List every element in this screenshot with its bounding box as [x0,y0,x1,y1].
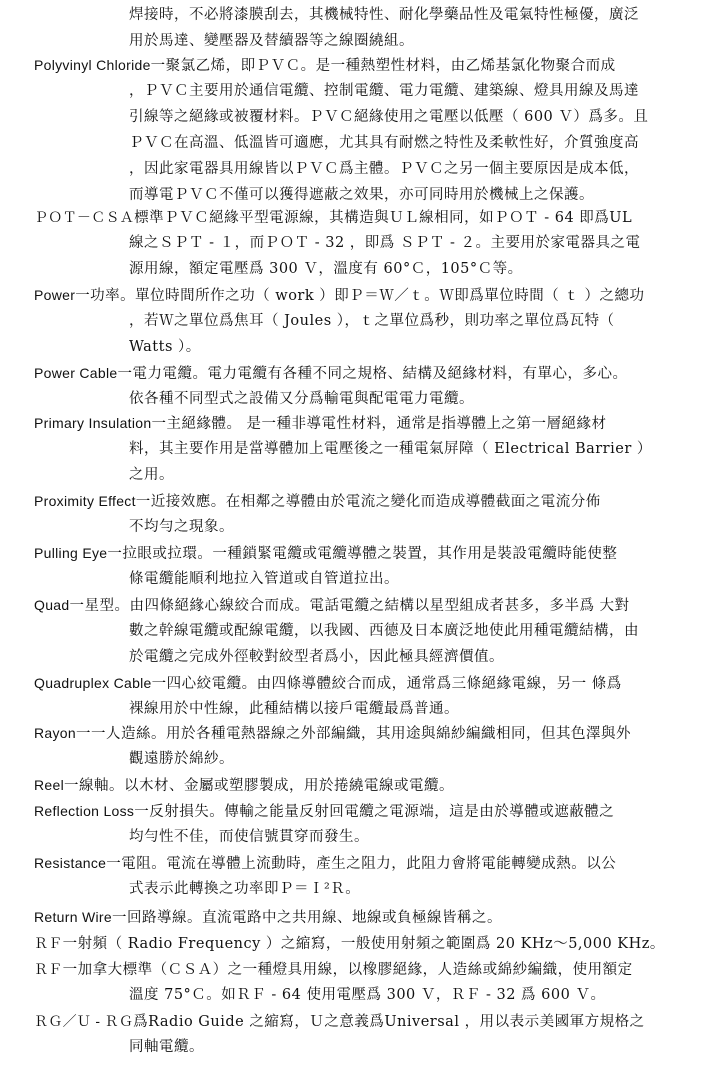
definition-line: 於電纜之完成外徑較對絞型者爲小，因此極具經濟價值。 [129,649,504,665]
entry-polyvinyl-chloride [34,52,702,208]
entry-reel [34,772,702,798]
entry-head-line [34,592,702,618]
entry-head-line [34,282,702,308]
entry-term: Return Wire [34,909,112,925]
entry-rayon [34,720,702,772]
definition-line: 一回路導線。直流電路中之共用線、地線或負極線皆稱之。 [111,910,502,926]
entry-continuation [34,2,702,54]
definition-line: 式表示此轉換之功率即Ｐ＝Ｉ²Ｒ。 [129,881,361,897]
definition-line: 引線等之絕緣或被覆材料。ＰＶＣ絕緣使用之電壓以低壓（ 600 Ｖ）爲多。且 [129,109,649,125]
entry-term: Pulling Eye [34,545,108,561]
definition-line: 一電力電纜。電力電纜有各種不同之規格、結構及絕緣材料，有單心，多心。 [117,366,628,382]
definition-line: 一射頻（ Radio Frequency ）之縮寫，一般使用射頻之範圍爲 20 KHz～5,000 KHz。 [62,936,665,952]
entry-term: ＲＦ [34,961,63,977]
definition-line: 不均勻之現象。 [129,519,234,535]
definition-line: 標準ＰＶＣ絕緣平型電源線，其構造與ＵＬ線相同，如ＰＯＴ - 64 即爲UL [134,210,633,226]
definition-line: 溫度 75°Ｃ。如ＲＦ - 64 使用電壓爲 300 Ｖ，ＲＦ - 32 爲 600 Ｖ。 [129,987,606,1003]
entry-term: Reel [34,777,64,793]
entry-term: Power Cable [34,365,118,381]
entry-head-line [34,488,702,514]
definition-line: 而導電ＰＶＣ不僅可以獲得遮蔽之效果，亦可同時用於機械上之保護。 [129,187,594,203]
definition-line: 同軸電纜。 [129,1039,204,1055]
entry-head-line [34,956,702,982]
entry-pot-csa [34,204,702,282]
entry-rg-u [34,1008,702,1060]
definition-line: 一近接效應。在相鄰之導體由於電流之變化而造成導體截面之電流分佈 [135,494,601,510]
entry-return-wire [34,904,702,930]
definition-line: 源用線，額定電壓爲 300 Ｖ，溫度有 60°Ｃ，105°Ｃ等。 [129,261,523,277]
entry-head-line [34,720,702,746]
definition-line: 一四心絞電纜。由四條導體絞合而成，通常爲三條絕緣電線，另一 條爲 [151,676,622,692]
entry-term: ＰＯＴ－ＣＳＡ [34,209,135,225]
entry-primary-insulation [34,410,702,488]
definition-line: 一主絕緣體。 是一種非導電性材料，通常是指導體上之第一層絕緣材 [151,416,607,432]
entry-head-line [34,772,702,798]
entry-head-line [34,52,702,78]
entry-reflection-loss [34,798,702,850]
definition-line: 之用。 [129,467,174,483]
definition-line: 料，其主要作用是當導體加上電壓後之一種電氣屏障（ Electrical Barrier ） [129,441,652,457]
definition-line: 一星型。由四條絕緣心線絞合而成。電話電纜之結構以星型組成者甚多，多半爲 大對 [69,598,630,614]
entry-term: Proximity Effect [34,493,136,509]
definition-line: ＰＶＣ在高溫、低溫皆可適應，尤其具有耐燃之特性及柔軟性好，介質強度高 [129,135,639,151]
definition-line: ，ＰＶＣ主要用於通信電纜、控制電纜、電力電纜、建築線、燈具用線及馬達 [129,83,639,99]
entry-term: Quadruplex Cable [34,675,152,691]
entry-head-line [34,360,702,386]
entry-term: ＲＧ／Ｕ - ＲＧ [34,1013,134,1029]
entry-head-line [34,904,702,930]
definition-line: 一拉眼或拉環。一種鎖緊電纜或電纜導體之裝置，其作用是裝設電纜時能使整 [107,546,618,562]
definition-line: 一線軸。以木材、金屬或塑膠製成，用於捲繞電線或電纜。 [64,778,454,794]
entry-rf-radio-frequency [34,930,702,956]
entry-resistance [34,850,702,902]
definition-line: 焊接時，不必將漆膜刮去，其機械特性、耐化學藥品性及電氣特性極優，廣泛 [129,7,639,23]
entry-term: Power [34,287,76,303]
definition-line: 用於馬達、變壓器及替續器等之線圈繞組。 [129,33,414,49]
entry-term: Resistance [34,855,107,871]
definition-line: 一功率。單位時間所作之功（ work ）即Ｐ＝Ｗ／ｔ。Ｗ即爲單位時間（ ｔ ）之總功 [75,288,645,304]
entry-head-line [34,798,702,824]
entry-pulling-eye [34,540,702,592]
definition-line: 線之ＳＰＴ - １，而ＰＯＴ - 32 ，即爲 ＳＰＴ - ２。主要用於家電器具之電 [129,235,641,251]
definition-line: 一聚氯乙烯，即ＰＶＣ。是一種熱塑性材料，由乙烯基氯化物聚合而成 [150,58,616,74]
entry-power [34,282,702,360]
definition-line: 一反射損失。傳輸之能量反射回電纜之電源端，這是由於導體或遮蔽體之 [134,804,615,820]
entry-head-line [34,930,702,956]
definition-line: ，因此家電器具用線皆以ＰＶＣ爲主體。ＰＶＣ之另一個主要原因是成本低， [129,161,639,177]
entry-quadruplex-cable [34,670,702,722]
entry-head-line [34,410,702,436]
definition-line: 條電纜能順利地拉入管道或自管道拉出。 [129,571,399,587]
entry-proximity-effect [34,488,702,540]
entry-head-line [34,204,702,230]
entry-term: ＲＦ [34,935,63,951]
entry-term: Rayon [34,725,76,741]
definition-line: 裸線用於中性線，此種結構以接戶電纜最爲普通。 [129,701,459,717]
definition-line: 觀遠勝於綿紗。 [129,751,234,767]
definition-line: 爲Radio Guide 之縮寫，Ｕ之意義爲Universal ，用以表示美國軍方規格之 [133,1014,645,1030]
entry-term: Primary Insulation [34,415,152,431]
definition-line: ，若Ｗ之單位爲焦耳（ Joules ），ｔ之單位爲秒，則功率之單位爲瓦特（ [129,313,615,329]
entry-quad [34,592,702,670]
definition-line: Watts ）。 [129,339,201,355]
definition-line: 一一人造絲。用於各種電熱器線之外部編織，其用途與綿紗編織相同，但其色澤與外 [75,726,631,742]
entry-term: Polyvinyl Chloride [34,57,151,73]
definition-line: 數之幹線電纜或配線電纜，以我國、西德及日本廣泛地使此用種電纜結構，由 [129,623,639,639]
entry-head-line [34,540,702,566]
entry-term: Reflection Loss [34,803,135,819]
definition-line: 一加拿大標準（ＣＳＡ）之一種燈具用線，以橡膠絕緣，人造絲或綿紗編織，使用額定 [62,962,633,978]
definition-line: 依各種不同型式之設備又分爲輸電與配電電力電纜。 [129,391,474,407]
entry-rf-csa [34,956,702,1008]
definition-line: 一電阻。電流在導體上流動時，產生之阻力，此阻力會將電能轉變成熱。以公 [106,856,617,872]
entry-term: Quad [34,597,70,613]
definition-line: 均勻性不佳，而使信號貫穿而發生。 [129,829,369,845]
entry-head-line [34,1008,702,1034]
entry-head-line [34,850,702,876]
entry-head-line [34,670,702,696]
entry-power-cable [34,360,702,412]
